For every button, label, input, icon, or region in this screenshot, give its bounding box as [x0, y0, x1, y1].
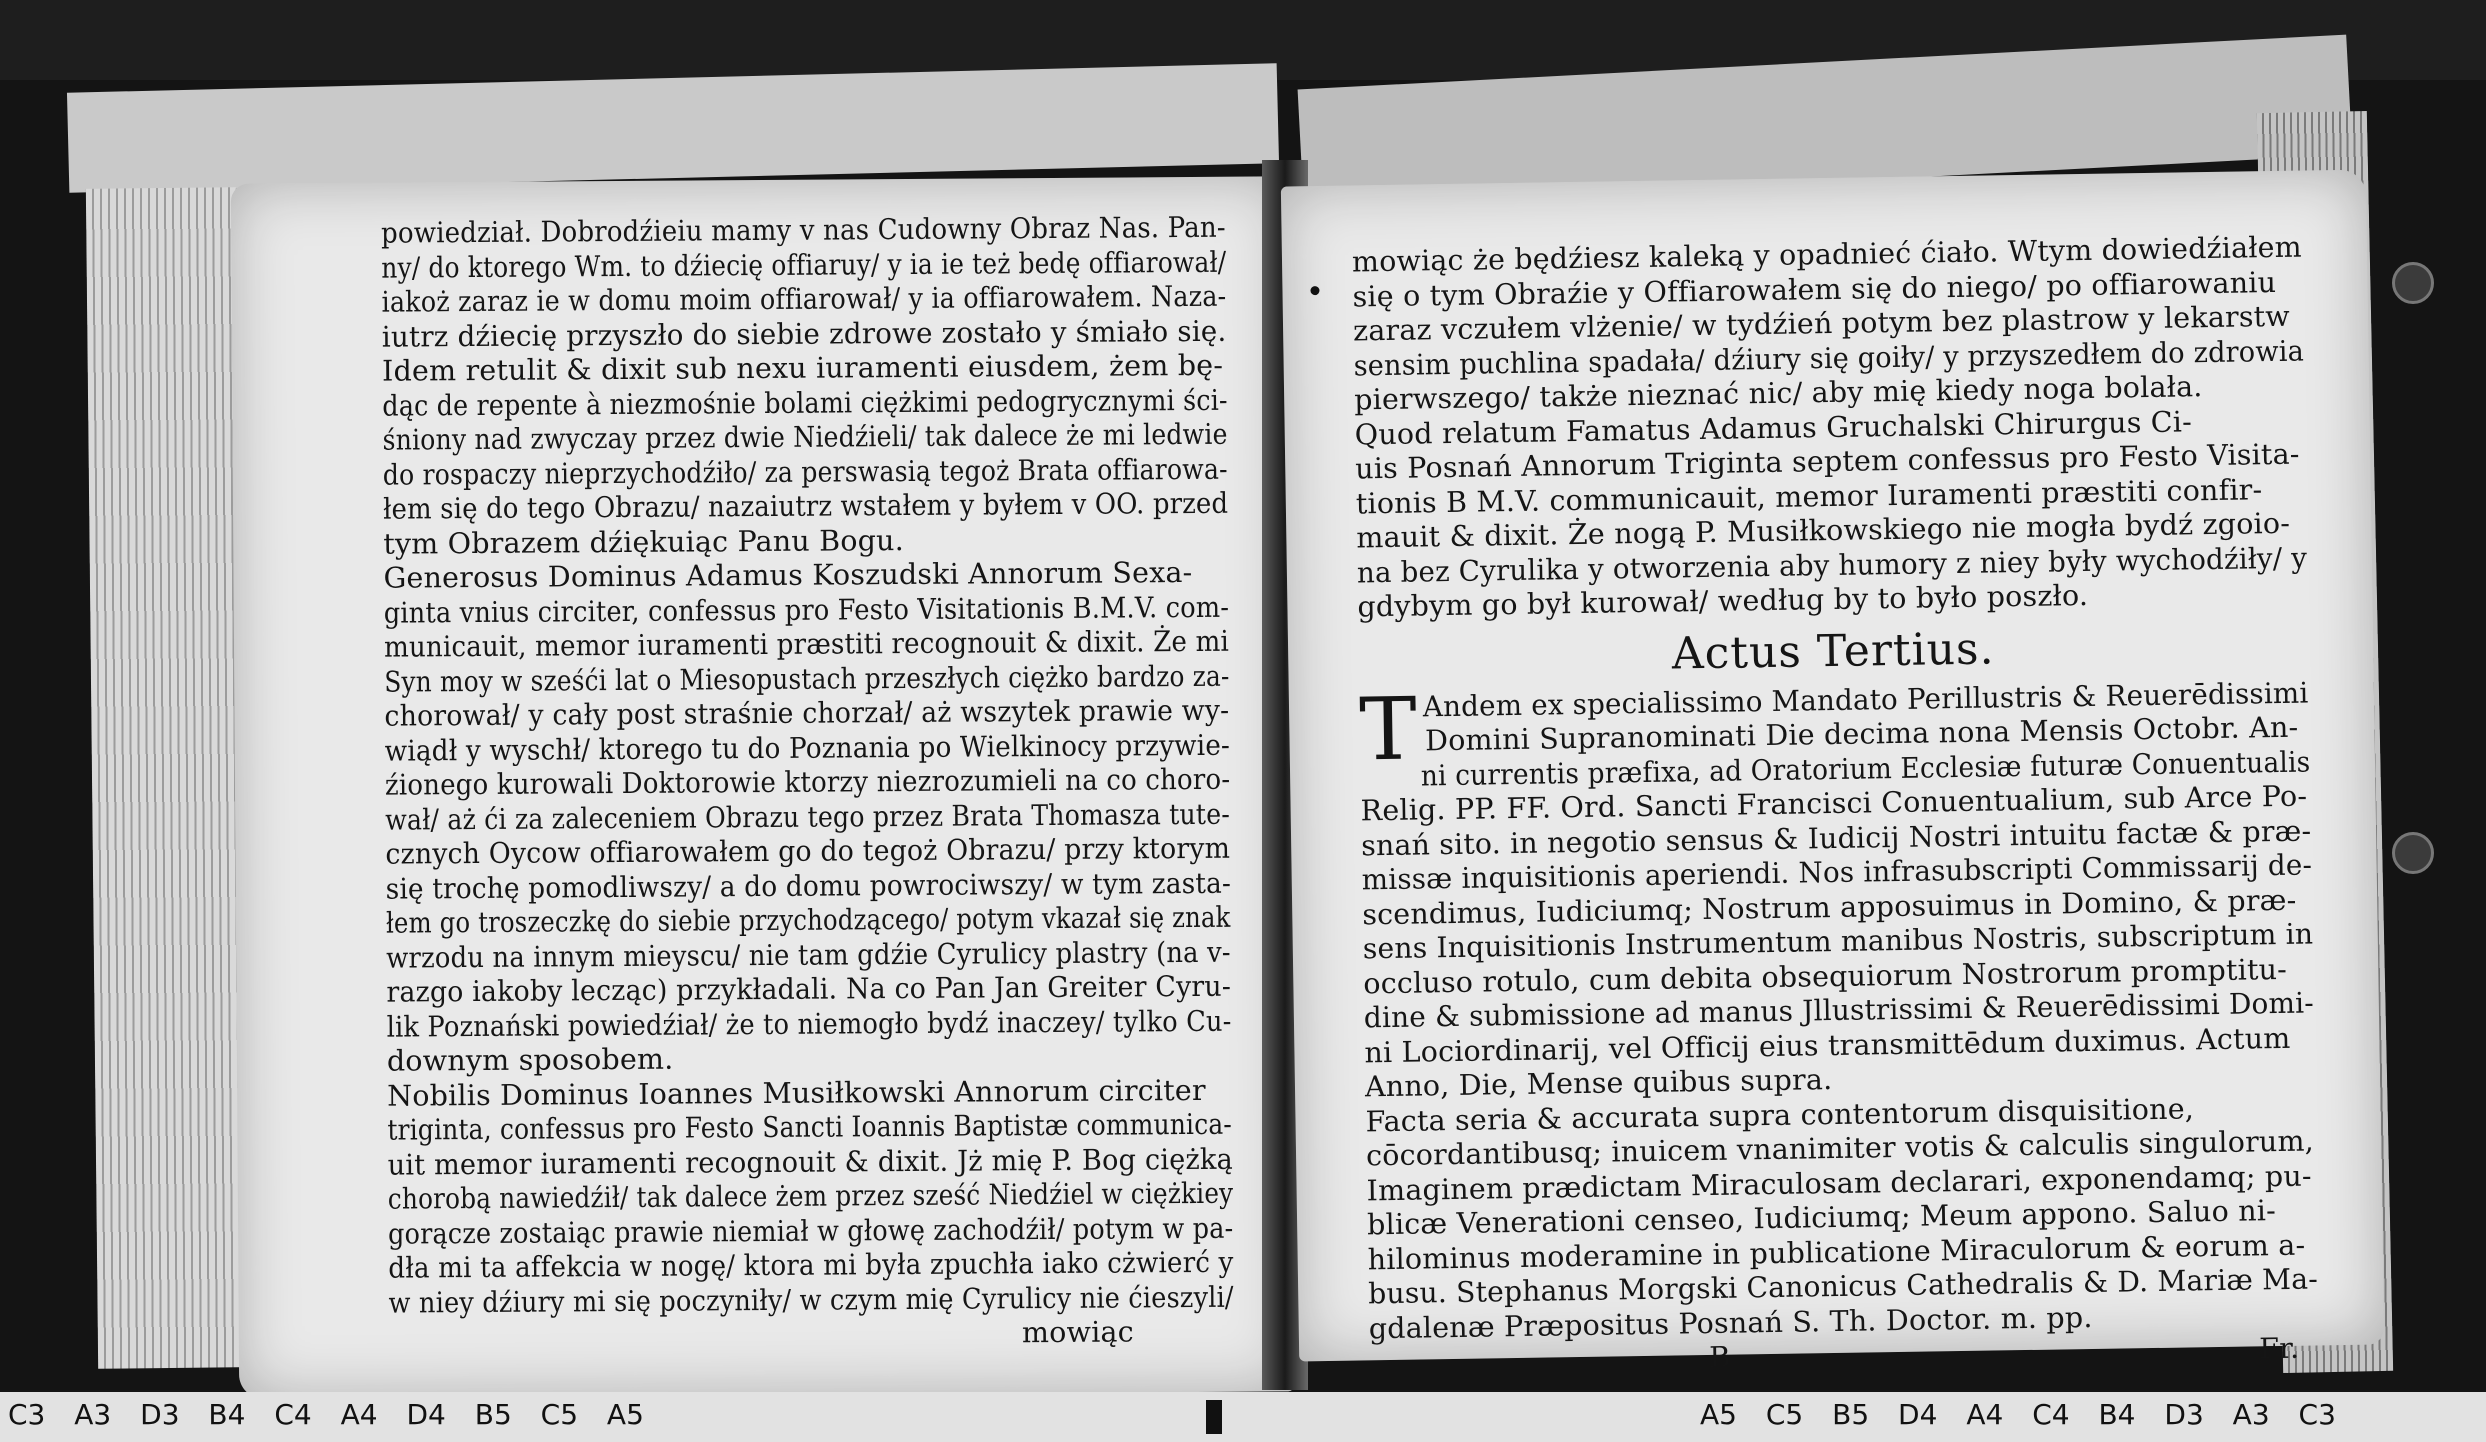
text-line: Relig. PP. FF. Ord. Sancti Francisci Conuentualium, sub Arce Po-: [1360, 779, 2308, 828]
text-line: w niey dźiury mi się poczyniły/ w czym mię Cyrulicy nie ćieszyli/: [388, 1280, 1234, 1320]
text-line: ni currentis præfixa, ad Oratorium Ecclesiæ futuræ Conuentualis: [1420, 744, 2311, 792]
text-line: Syn moy w sześći lat o Miesopustach przeszłych ciężko bardzo za-: [384, 659, 1230, 699]
text-line: sensim puchlina spadała/ dźiury się goiły/ y przyszedłem do zdrowia: [1353, 334, 2305, 382]
binding-hole: [2392, 262, 2434, 304]
text-line: gdalenæ Præpositus Posnań S. Th. Doctor. m. pp.: [1368, 1300, 2093, 1345]
text-line: wał/ aż ći za zaleceniem Obrazu tego przez Brata Thomasza tute-: [385, 797, 1231, 837]
text-line: sens Inquisitionis Instrumentum manibus Nostris, subscriptum in: [1362, 917, 2314, 966]
text-line: Nobilis Dominus Ioannes Musiłkowski Annorum circiter: [387, 1073, 1206, 1113]
text-line: lik Poznański powiedźiał/ że to niemogło bydź inaczey/ tylko Cu-: [386, 1004, 1232, 1044]
text-line: iutrz dźiecię przyszło do siebie zdrowe zostało y śmiało się.: [381, 314, 1227, 354]
text-line: Facta seria & accurata supra contentorum disquisitione,: [1365, 1091, 2195, 1138]
text-line: Generosus Dominus Adamus Koszudski Annorum Sexa-: [383, 555, 1193, 595]
text-line: cōcordantibusq; inuicem vnanimiter votis & calculis singulorum,: [1365, 1124, 2315, 1173]
text-line: pierwszego/ także nieznać nic/ aby mię kiedy noga bolała.: [1353, 370, 2203, 417]
text-line: scendimus, Iudiciumq; Nostrum apposuimus in Domino, & præ-: [1362, 883, 2297, 931]
text-line: razgo iakoby lecząc) przykładali. Na co Pan Jan Greiter Cyru-: [386, 969, 1232, 1009]
index-tab-strip: [0, 1392, 2486, 1442]
text-line: municauit, memor iuramenti præstiti recognouit & dixit. Że mi: [383, 624, 1230, 664]
text-line: iakoż zaraz ie w domu moim offiarował/ y ia offiarowałem. Naza-: [381, 279, 1227, 319]
text-line: zaraz vczułem vlżenie/ w tydźień potym bez plastrow y lekarstw: [1352, 299, 2291, 348]
text-line: ni Lociordinarij, vel Officij eius transmittēdum duximus. Actum: [1364, 1021, 2291, 1069]
text-line: ginta vnius circiter, confessus pro Festo Visitationis B.M.V. com-: [383, 590, 1230, 630]
text-line: Domini Supranominati Die decima nona Mensis Octobr. An-: [1424, 710, 2299, 758]
text-line: cznych Oycow offiarowałem go do tegoż Obrazu/ przy ktorym: [385, 831, 1231, 871]
text-line: gorącze zostaiąc prawie niemiał w głowę zachodźił/ potym w pa-: [387, 1211, 1234, 1251]
binding-hole: [2392, 832, 2434, 874]
text-line: mauit & dixit. Że nogą P. Musiłkowskiego nie mogła bydź zgoio-: [1356, 506, 2291, 555]
index-tabs-right: A5 C5 B5 D4 A4 C4 B4 D3 A3 C3: [1700, 1398, 2336, 1431]
text-line: snań sito. in negotio sensus & Iudicij Nostri intuitu factæ & præ-: [1360, 813, 2312, 862]
center-marker: [1206, 1400, 1222, 1434]
text-line: dąc de repente à niezmośnie bolami ciężkimi pedogrycznymi ści-: [382, 383, 1228, 423]
text-line: hilominus moderamine in publicatione Miraculorum & eorum a-: [1367, 1228, 2306, 1276]
drop-cap: T: [1358, 679, 1418, 780]
text-line: chorobą nawiedźił/ tak dalece żem przez sześć Niedźiel w ciężkiey: [387, 1176, 1234, 1216]
text-line: dine & submissione ad manus Jllustrissimi & Reuerēdissimi Domi-: [1363, 986, 2315, 1035]
text-line: źionego kurowali Doktorowie ktorzy niezrozumieli na co choro-: [384, 762, 1231, 802]
text-line: uit memor iuramenti recognouit & dixit. Jż mię P. Bog ciężką: [387, 1142, 1234, 1182]
left-page: [231, 176, 1294, 1398]
text-line: uis Posnań Annorum Triginta septem confessus pro Festo Visita-: [1355, 437, 2300, 486]
text-line: mowiąc że będźiesz kaleką y opadnieć ćiało. Wtym dowiedźiałem: [1351, 230, 2303, 279]
text-line: wiądł y wyschł/ ktorego tu do Poznania po Wielkinocy przywie-: [384, 728, 1231, 768]
text-line: łem się do tego Obrazu/ nazaiutrz wstałem y byłem v OO. przed: [382, 486, 1229, 526]
right-page: [1281, 170, 2384, 1375]
text-line: Anno, Die, Mense quibus supra.: [1364, 1063, 1833, 1104]
text-line: Andem ex specialissimo Mandato Perillustris & Reuerēdissimi: [1422, 676, 2309, 723]
text-line: downym sposobem.: [386, 1042, 674, 1078]
text-line: się o tym Obraźie y Offiarowałem się do niego/ po offiarowaniu: [1352, 265, 2277, 313]
signature-mark: B: [1709, 1340, 1731, 1375]
text-line: tionis B M.V. communicauit, memor Iuramenti præstiti confir-: [1355, 472, 2263, 520]
text-line: occluso rotulo, cum debita obsequiorum Nostrorum promptitu-: [1363, 952, 2288, 1000]
right-catchword: Fr.: [2259, 1331, 2300, 1366]
text-line: tym Obrazem dźiękuiąc Panu Bogu.: [383, 523, 905, 561]
section-heading: Actus Tertius.: [1671, 622, 1995, 680]
text-line: missæ inquisitionis aperiendi. Nos infrasubscripti Commissarij de-: [1361, 848, 2313, 897]
left-page-text: [381, 211, 1234, 1355]
ink-spot: [1310, 286, 1319, 295]
text-line: wrzodu na innym mieyscu/ nie tam gdźie Cyrulicy plastry (na v-: [386, 935, 1231, 975]
text-line: triginta, confessus pro Festo Sancti Ioannis Baptistæ communica-: [387, 1107, 1233, 1147]
text-line: chorował/ y cały post straśnie chorzał/ aż wszytek prawie wy-: [384, 693, 1230, 733]
text-line: busu. Stephanus Morgski Canonicus Cathedralis & D. Mariæ Ma-: [1367, 1262, 2319, 1311]
right-page-text: [1352, 231, 2320, 1387]
text-line: Imaginem prædictam Miraculosam declarari, exponendamq; pu-: [1366, 1159, 2312, 1207]
right-bottom-paragraphs: [1359, 676, 2319, 1346]
rear-cover-left: [67, 63, 1279, 193]
actus-paragraph: [1359, 676, 2319, 1346]
text-line: Quod relatum Famatus Adamus Gruchalski Chirurgus Ci-: [1354, 404, 2193, 451]
text-line: śniony nad zwyczay przez dwie Niedźieli/ tak dalece że mi ledwie: [382, 417, 1228, 457]
text-line: gdybym go był kurował/ według by to było poszło.: [1357, 578, 2089, 624]
index-tabs-left: C3 A3 D3 B4 C4 A4 D4 B5 C5 A5: [8, 1398, 644, 1431]
text-line: Idem retulit & dixit sub nexu iuramenti eiusdem, żem bę-: [381, 348, 1224, 388]
text-line: na bez Cyrulika y otworzenia aby humory z niey były wychodźiły/ y: [1356, 541, 2308, 589]
text-line: blicæ Venerationi censeo, Iudiciumq; Meum appono. Saluo ni-: [1366, 1194, 2277, 1242]
left-catchword: mowiąc: [1021, 1315, 1134, 1350]
right-top-paragraphs: [1352, 231, 2308, 625]
text-line: ny/ do ktorego Wm. to dźiecię offiaruy/ y ia ie też bedę offiarował/: [381, 245, 1227, 285]
page-edges-left: [86, 187, 248, 1369]
text-line: się trochę pomodliwszy/ a do domu powrociwszy/ w tym zasta-: [385, 866, 1232, 906]
text-line: powiedział. Dobrodźieiu mamy v nas Cudowny Obraz Nas. Pan-: [381, 210, 1226, 250]
text-line: dła mi ta affekcia w nogę/ ktora mi była zpuchła iako cżwierć y: [388, 1245, 1234, 1285]
text-line: łem go troszeczkę do siebie przychodzącego/ potym vkazał się znak: [385, 900, 1231, 940]
text-line: do rospaczy nieprzychodźiło/ za perswasią tegoż Brata offiarowa-: [382, 452, 1228, 492]
